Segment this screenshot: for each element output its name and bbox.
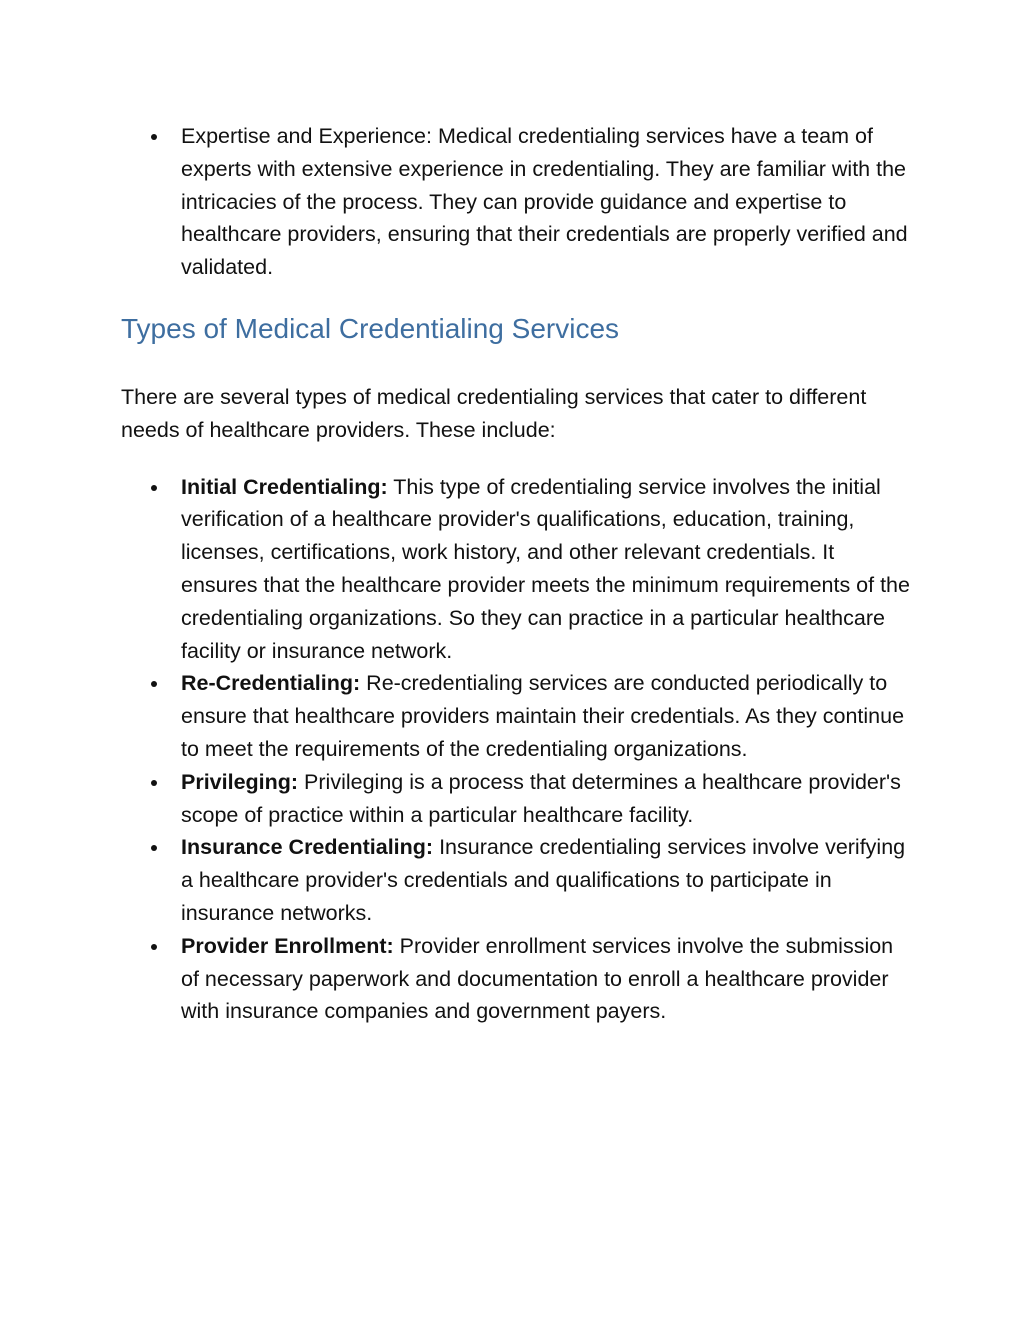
list-item-term: Re-Credentialing: [181, 671, 361, 696]
list-item-term: Insurance Credentialing: [181, 835, 434, 860]
types-bullet-list [121, 471, 911, 1029]
list-item [121, 831, 911, 929]
list-item [121, 766, 911, 832]
list-item [121, 120, 911, 284]
bullet-icon [151, 485, 157, 491]
bullet-icon [151, 780, 157, 786]
list-item-text: Provider enrollment services involve the submission of necessary paperwork and documentation to enroll a healthcare provider with insurance companies and government payers. [181, 933, 894, 1024]
list-item-text: This type of credentialing service involves the initial verification of a healthcare provider's qualifications, education, training, licenses, certifications, work history, and other relevant credentials. It ensures that the healthcare provider meets the minimum requirements of the credentialing organizations. So they can practice in a particular healthcare facility or insurance network. [181, 474, 910, 663]
bullet-icon [151, 681, 157, 687]
list-item-text: Insurance credentialing services involve verifying a healthcare provider's credentials and qualifications to participate in insurance networks. [181, 835, 906, 925]
list-item-text: Re-credentialing services are conducted periodically to ensure that healthcare providers maintain their credentials. As they continue to meet the requirements of the credentialing organizations. [181, 671, 905, 761]
list-item-text: Expertise and Experience: Medical credentialing services have a team of experts with extensive experience in credentialing. They are familiar with the intricacies of the process. They can provide guidance and expertise to healthcare providers, ensuring that their credentials are properly verified and validated. [181, 124, 908, 280]
bullet-icon [151, 944, 157, 950]
top-bullet-list [121, 120, 911, 284]
list-item [121, 930, 911, 1028]
list-item [121, 471, 911, 668]
list-item-term: Privileging: [181, 769, 299, 794]
bullet-icon [151, 134, 157, 140]
list-item-term: Provider Enrollment: [181, 933, 394, 958]
list-item-term: Initial Credentialing: [181, 474, 388, 499]
intro-paragraph: There are several types of medical credentialing services that cater to different needs of healthcare providers. These include: [121, 384, 867, 442]
list-item-text: Privileging is a process that determines a healthcare provider's scope of practice within a particular healthcare facility. [181, 769, 901, 827]
section-heading: Types of Medical Credentialing Services [121, 312, 620, 344]
bullet-icon [151, 845, 157, 851]
document-page [121, 120, 911, 1028]
list-item [121, 667, 911, 765]
